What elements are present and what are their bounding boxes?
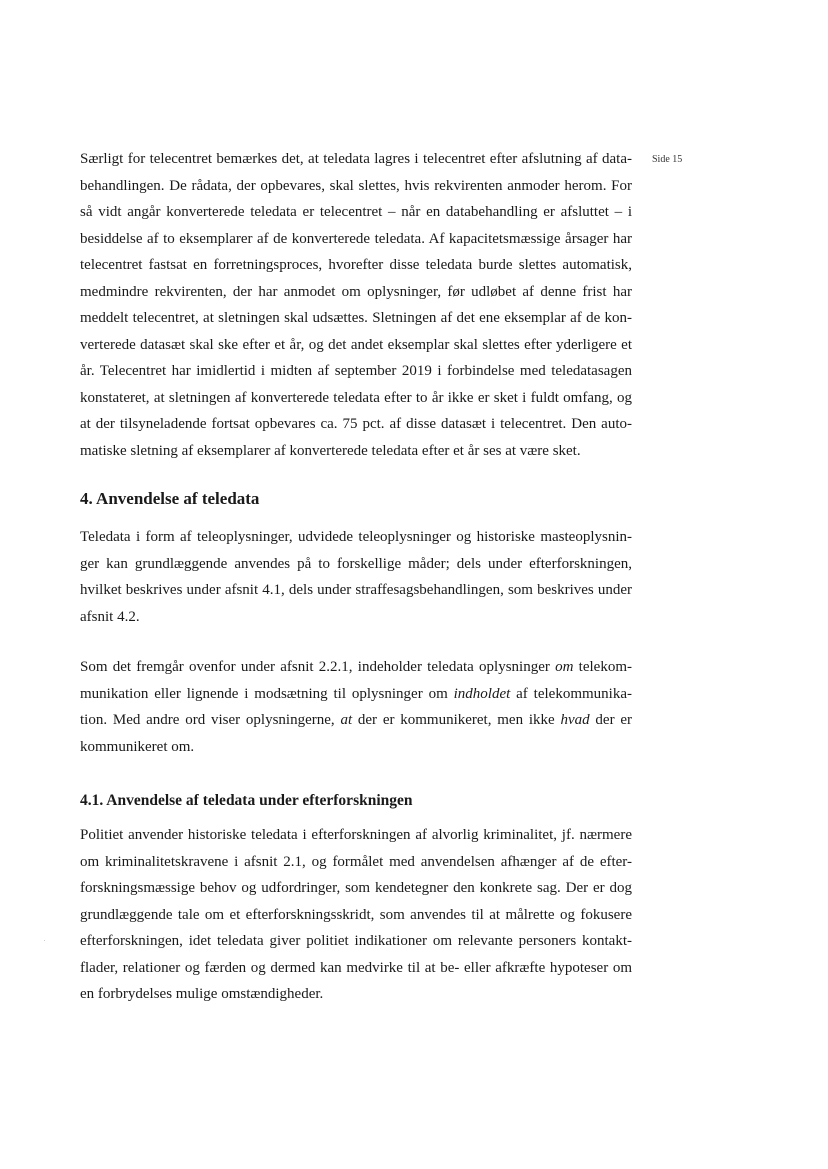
paragraph-oplysninger-om-kommunikation — [80, 654, 632, 760]
text-line: Teledata i form af teleoplysninger, udvidede teleoplysninger og historiske masteoplysnin- — [80, 529, 632, 545]
paragraph-telecentret-lagring — [80, 146, 632, 464]
paragraph-anvendelse-intro — [80, 524, 632, 630]
text-line: tion. Med andre ord viser oplysningerne, at der er kommunikeret, men ikke hvad der er — [80, 712, 632, 728]
section-heading-4: 4. Anvendelse af teledata — [80, 489, 260, 508]
text-line: konstateret, at sletningen af konverterede teledata efter to år ikke er sket i fuldt omfang, og — [80, 389, 632, 406]
emphasis: om — [555, 659, 574, 675]
text-line: Som det fremgår ovenfor under afsnit 2.2.1, indeholder teledata oplysninger om telekom- — [80, 659, 632, 675]
text-line: grundlæggende tale om et efterforskningsskridt, som anvendes til at målrette og fokusere — [80, 906, 632, 923]
text-line: efterforskningen, idet teledata giver politiet indikationer om relevante personers kontakt- — [80, 933, 632, 949]
section-heading-4-1: 4.1. Anvendelse af teledata under efterforskningen — [80, 792, 413, 809]
text-line: munikation eller lignende i modsætning til oplysninger om indholdet af telekommunika- — [80, 685, 632, 702]
emphasis: indholdet — [453, 685, 511, 702]
text-line: ger kan grundlæggende anvendes på to forskellige måder; dels under efterforskningen, — [80, 555, 632, 572]
text-line: så vidt angår konverterede teledata er telecentret – når en databehandling er afsluttet – i — [80, 204, 632, 220]
text-line: Politiet anvender historiske teledata i efterforskningen af alvorlig kriminalitet, jf. nærmere — [80, 827, 632, 843]
text-line: matiske sletning af eksemplarer af konverterede teledata efter et år ses at være sket. — [80, 442, 581, 459]
text-line: forskningsmæssige behov og udfordringer, som kendetegner den konkrete sag. Der er dog — [80, 880, 632, 896]
text-line: at der tilsyneladende fortsat opbevares ca. 75 pct. af disse datasæt i telecentret. Den auto- — [80, 416, 632, 432]
text-line: besiddelse af to eksemplarer af de konverterede teledata. Af kapacitetsmæssige årsager har — [80, 230, 632, 247]
text-line: verterede datasæt skal ske efter et år, og det andet eksemplar skal slettes efter yderligere et — [80, 336, 632, 353]
emphasis: at — [340, 712, 353, 728]
scan-speck — [44, 940, 45, 941]
text-line: telecentret fastsat en forretningsproces, hvorefter disse teledata burde slettes automatisk, — [80, 257, 632, 273]
paragraph-efterforskning — [80, 822, 632, 1008]
text-line: en forbrydelses mulige omstændigheder. — [80, 986, 324, 1002]
text-line: hvilket beskrives under afsnit 4.1, dels under straffesagsbehandlingen, som beskrives under — [80, 582, 632, 598]
text-line: kommunikeret om. — [80, 738, 195, 755]
emphasis: hvad — [560, 712, 590, 728]
text-line: afsnit 4.2. — [80, 608, 140, 625]
text-line: år. Telecentret har imidlertid i midten af september 2019 i forbindelse med teledatasagen — [80, 363, 632, 379]
page-number-label: Side 15 — [652, 154, 683, 165]
text-line: om kriminalitetskravene i afsnit 2.1, og formålet med anvendelsen afhænger af de efter- — [80, 853, 632, 870]
text-line: medmindre rekvirenten, der har anmodet om oplysninger, før udløbet af denne frist har — [80, 283, 632, 300]
text-line: flader, relationer og færden og dermed kan medvirke til at be- eller afkræfte hypoteser om — [80, 959, 632, 976]
text-line: meddelt telecentret, at sletningen skal udsættes. Sletningen af det ene eksemplar af de kon- — [80, 310, 632, 326]
text-line: behandlingen. De rådata, der opbevares, skal slettes, hvis rekvirenten anmoder herom. For — [80, 177, 632, 194]
text-line: Særligt for telecentret bemærkes det, at teledata lagres i telecentret efter afslutning af data- — [80, 151, 632, 167]
